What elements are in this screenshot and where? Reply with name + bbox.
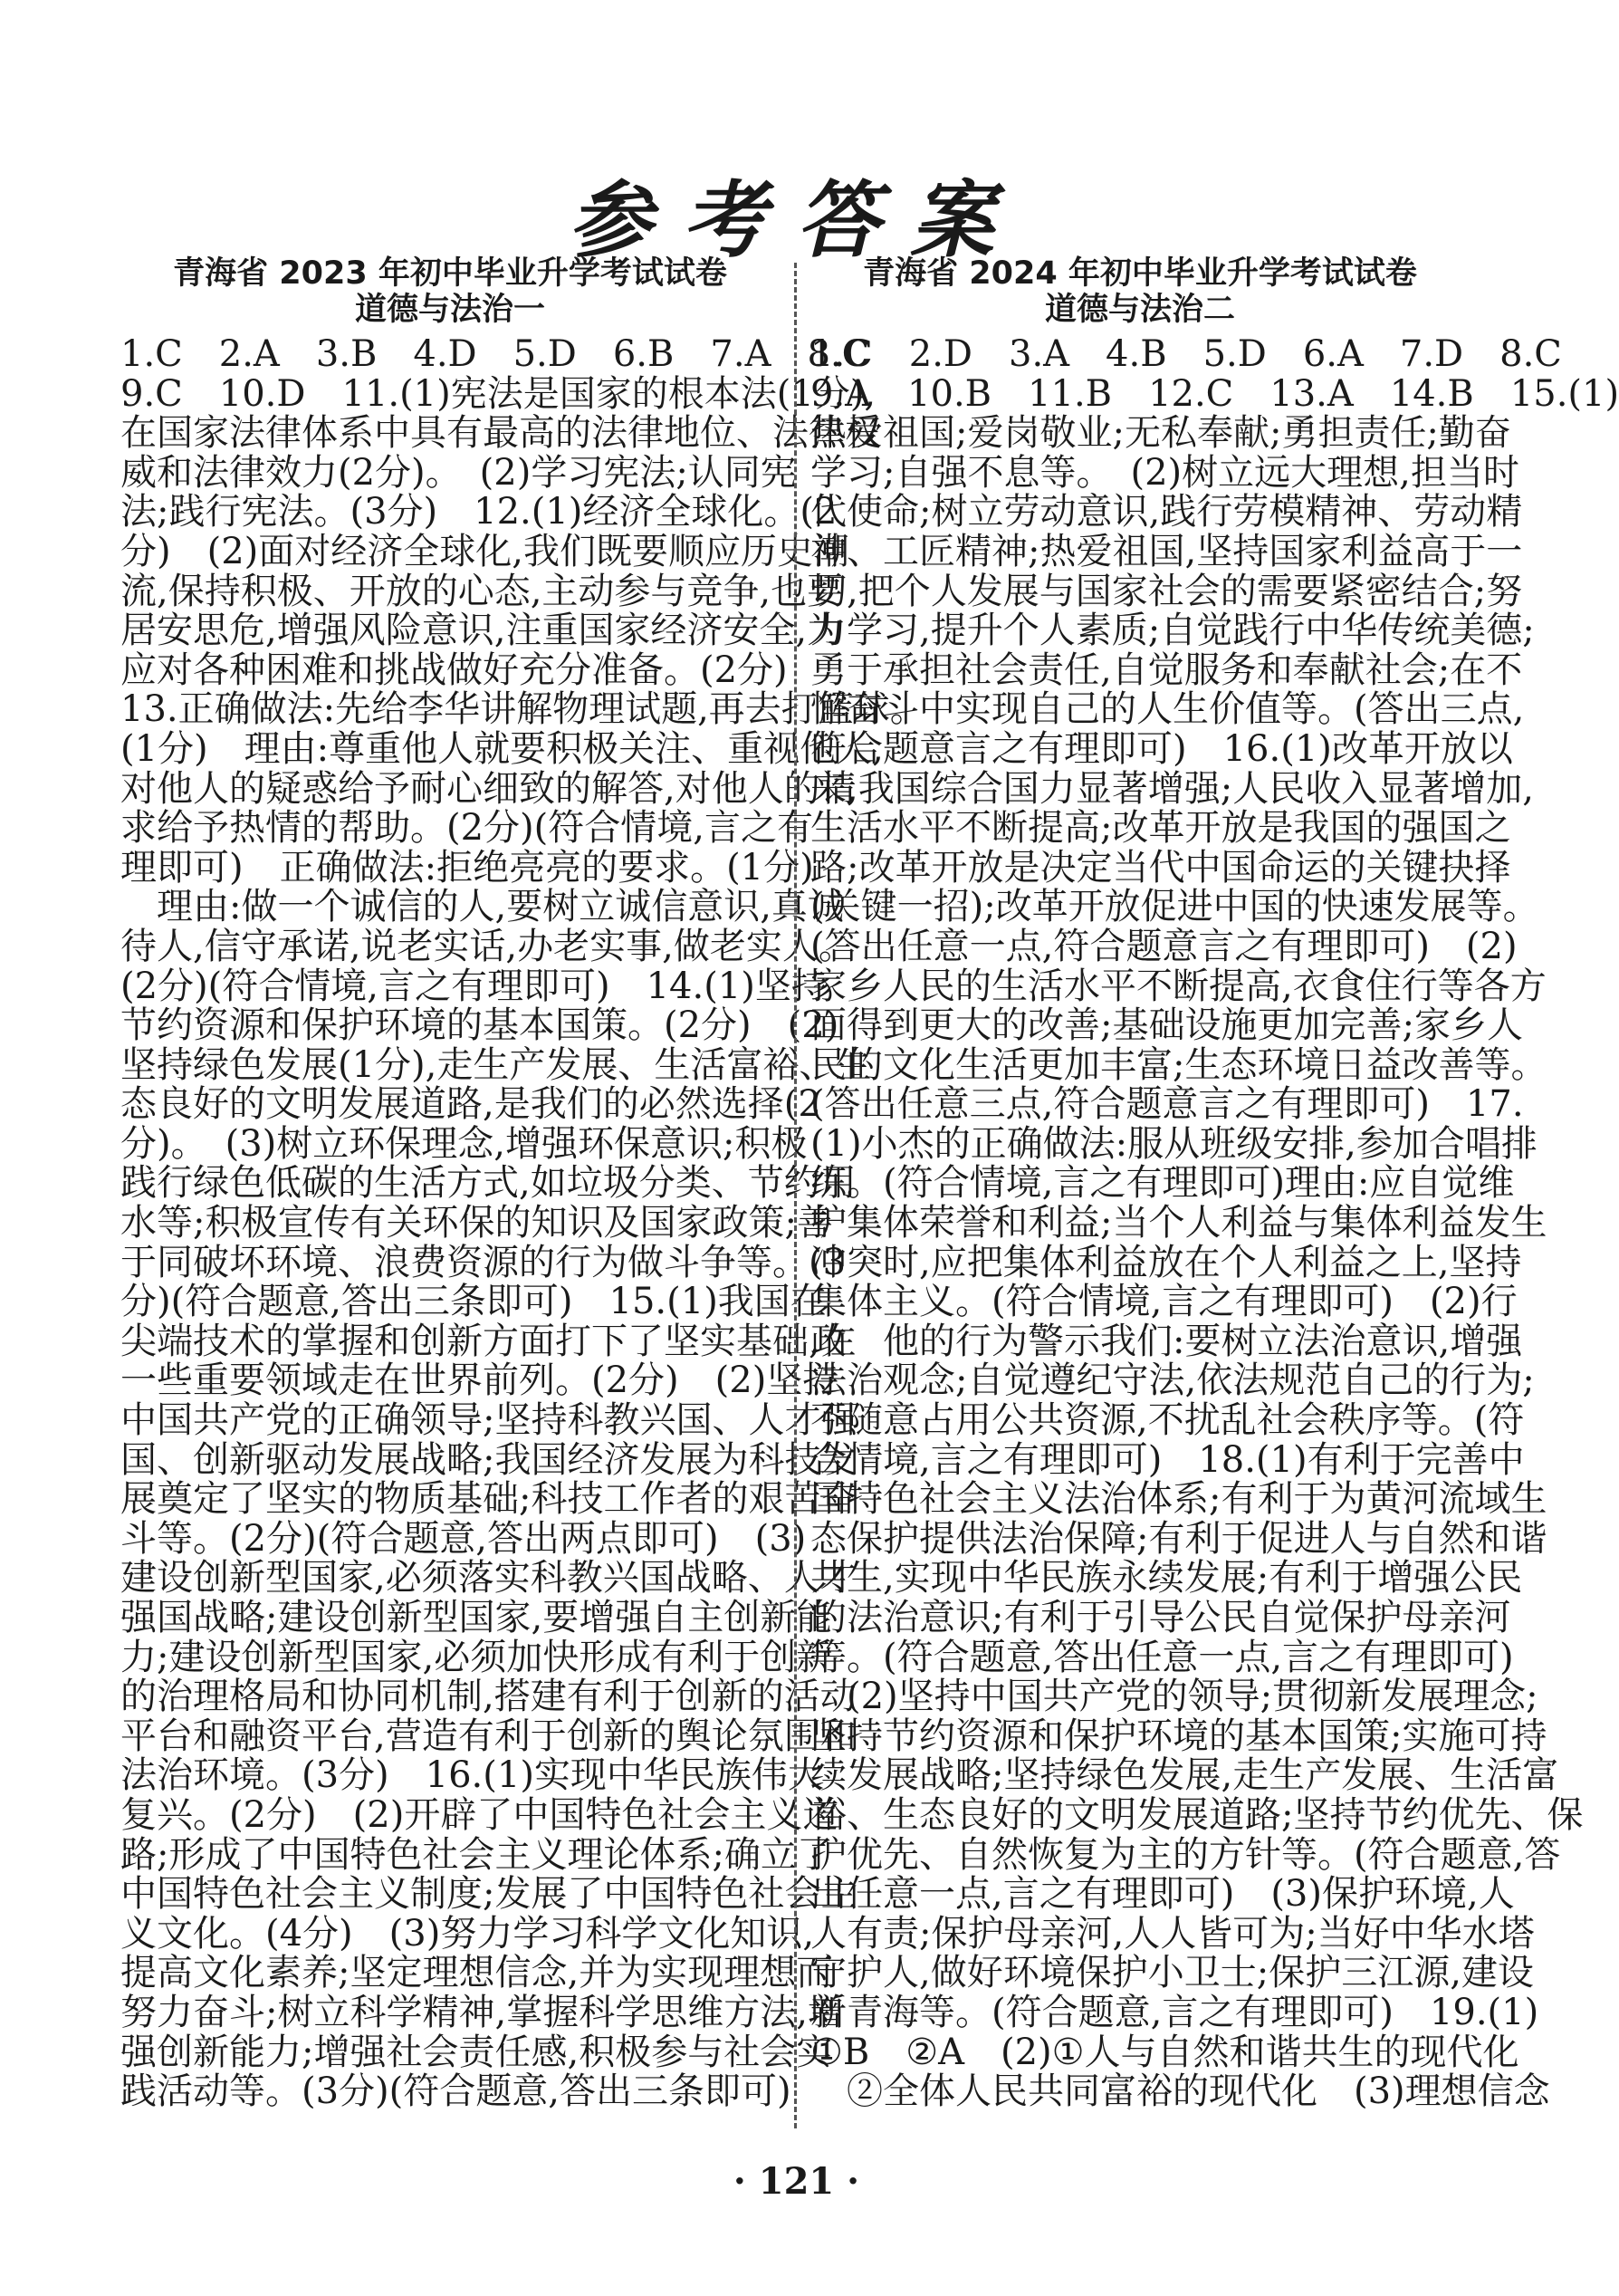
- text-line: 坚持绿色发展(1分),走生产发展、生活富裕、生: [120, 1043, 872, 1086]
- text-line: 民的文化生活更加丰富;生态环境日益改善等。: [810, 1043, 1547, 1086]
- text-line: 求给予热情的帮助。(2分)(符合情境,言之有: [120, 807, 813, 850]
- text-line: 路;改革开放是决定当代中国命运的关键抉择: [810, 846, 1511, 889]
- text-line: 懈奋斗中实现自己的人生价值等。(答出三点,: [810, 688, 1525, 731]
- subject-heading: 道德与法治一: [354, 292, 545, 328]
- text-line: 在国家法律体系中具有最高的法律地位、法律权: [120, 412, 881, 455]
- column-divider: [794, 263, 797, 2128]
- text-line: 分)。 (3)树立环保理念,增强环保意识;积极: [120, 1122, 808, 1165]
- text-line: (关键一招);改革开放促进中国的快速发展等。: [810, 886, 1539, 928]
- text-line: 合情境,言之有理即可) 18.(1)有利于完善中: [810, 1438, 1525, 1481]
- text-line: 节约资源和保护环境的基本国策。(2分) (2): [120, 1004, 839, 1047]
- text-line: 强国战略;建设创新型国家,要增强自主创新能: [120, 1597, 833, 1638]
- text-line: 共生,实现中华民族永续发展;有利于增强公民: [810, 1557, 1523, 1600]
- text-line: 态保护提供法治保障;有利于促进人与自然和谐: [810, 1517, 1547, 1560]
- text-line: 待人,信守承诺,说老实话,办老实事,做老实人。: [120, 925, 855, 967]
- text-line: 尖端技术的掌握和创新方面打下了坚实基础,在: [120, 1320, 857, 1362]
- text-line: 强创新能力;增强社会责任感,积极参与社会实: [120, 2031, 833, 2073]
- text-line: 出任意一点,言之有理即可) (3)保护环境,人: [810, 1873, 1515, 1916]
- text-line: 热爱祖国;爱岗敬业;无私奉献;勇担责任;勤奋: [810, 412, 1511, 455]
- text-line: 斗等。(2分)(符合题意,答出两点即可) (3): [120, 1517, 807, 1560]
- answer-column-2024: [810, 255, 1619, 2113]
- text-line: 践活动等。(3分)(符合题意,答出三条即可): [120, 2070, 791, 2113]
- text-line: 复兴。(2分) (2)开辟了中国特色社会主义道: [120, 1793, 839, 1836]
- exam-heading: 青海省 2023 年初中毕业升学考试试卷: [173, 255, 727, 292]
- text-line: 集体主义。(符合情境,言之有理即可) (2)行: [810, 1281, 1518, 1323]
- text-line: 法治观念;自觉遵纪守法,依法规范自己的行为;: [810, 1359, 1535, 1402]
- text-line: 符合题意言之有理即可) 16.(1)改革开放以: [810, 727, 1513, 770]
- answer-text: [120, 333, 926, 2113]
- text-line: 新青海等。(符合题意,言之有理即可) 19.(1): [810, 1991, 1539, 2033]
- text-line: 水等;积极宣传有关环保的知识及国家政策;善: [120, 1202, 833, 1244]
- text-line: 国特色社会主义法治体系;有利于为黄河流域生: [810, 1478, 1547, 1521]
- text-line: 续发展战略;坚持绿色发展,走生产发展、生活富: [810, 1754, 1559, 1797]
- text-line: (1)小杰的正确做法:服从班级安排,参加合唱排: [810, 1122, 1538, 1165]
- text-line: 平台和融资平台,营造有利于创新的舆论氛围和: [120, 1715, 857, 1757]
- text-line: 的法治意识;有利于引导公民自觉保护母亲河: [810, 1597, 1511, 1638]
- text-line: 展奠定了坚实的物质基础;科技工作者的艰苦奋: [120, 1478, 857, 1521]
- text-line: 9.A 10.B 11.B 12.C 13.A 14.B 15.(1): [810, 372, 1619, 415]
- text-line: 法治环境。(3分) 16.(1)实现中华民族伟大: [120, 1754, 824, 1797]
- text-line: 来,我国综合国力显著增强;人民收入显著增加,: [810, 767, 1534, 810]
- text-line: ①B ②A (2)①人与自然和谐共生的现代化: [810, 2031, 1519, 2073]
- text-line: 学习;自强不息等。 (2)树立远大理想,担当时: [810, 451, 1519, 494]
- text-line: 流,保持积极、开放的心态,主动参与竞争,也要: [120, 570, 844, 612]
- text-line: 努力奋斗;树立科学精神,掌握科学思维方法,增: [120, 1991, 844, 2033]
- text-line: 力学习,提升个人素质;自觉践行中华传统美德;: [810, 610, 1535, 652]
- text-line: 义文化。(4分) (3)努力学习科学文化知识,: [120, 1912, 815, 1955]
- text-line: 威和法律效力(2分)。 (2)学习宪法;认同宪: [120, 451, 797, 494]
- text-line: 国、创新驱动发展战略;我国经济发展为科技发: [120, 1438, 857, 1481]
- text-line: (2)坚持中国共产党的领导;贯彻新发展理念;: [810, 1676, 1538, 1718]
- text-line: 政 他的行为警示我们:要树立法治意识,增强: [810, 1320, 1523, 1362]
- text-line: 面得到更大的改善;基础设施更加完善;家乡人: [810, 1004, 1523, 1047]
- text-line: 坚持节约资源和保护环境的基本国策;实施可持: [810, 1715, 1547, 1757]
- text-line: 裕、生态良好的文明发展道路;坚持节约优先、保: [810, 1793, 1584, 1836]
- text-line: 路;形成了中国特色社会主义理论体系;确立了: [120, 1833, 833, 1876]
- text-line: 家乡人民的生活水平不断提高,衣食住行等各方: [810, 965, 1547, 1007]
- text-line: 人有责;保护母亲河,人人皆可为;当好中华水塔: [810, 1912, 1535, 1955]
- text-line: (答出任意一点,符合题意言之有理即可) (2): [810, 925, 1518, 967]
- text-line: ②全体人民共同富裕的现代化 (3)理想信念: [810, 2070, 1550, 2113]
- text-line: 守护人,做好环境保护小卫士;保护三江源,建设: [810, 1952, 1534, 1994]
- text-line: 法;践行宪法。(3分) 12.(1)经济全球化。(2: [120, 491, 838, 533]
- text-line: 态良好的文明发展道路,是我们的必然选择(2: [120, 1083, 821, 1126]
- text-line: 1.C 2.A 3.B 4.D 5.D 6.B 7.A 8.C: [120, 333, 870, 375]
- page-number: · 121 ·: [733, 2160, 860, 2203]
- text-line: 1.C 2.D 3.A 4.B 5.D 6.A 7.D 8.C: [810, 333, 1562, 375]
- text-line: 等。(符合题意,答出任意一点,言之有理即可): [810, 1636, 1514, 1678]
- text-line: 不随意占用公共资源,不扰乱社会秩序等。(符: [810, 1399, 1525, 1442]
- text-line: 中国特色社会主义制度;发展了中国特色社会主: [120, 1873, 857, 1916]
- text-line: 冲突时,应把集体利益放在个人利益之上,坚持: [810, 1241, 1522, 1283]
- page-title: 参考答案: [568, 171, 1025, 269]
- text-line: 13.正确做法:先给李华讲解物理试题,再去打篮球。: [120, 688, 926, 731]
- text-line: 一些重要领域走在世界前列。(2分) (2)坚持: [120, 1359, 839, 1402]
- answer-text: [810, 333, 1619, 2113]
- text-line: 护优先、自然恢复为主的方针等。(符合题意,答: [810, 1833, 1561, 1876]
- text-line: 力;建设创新型国家,必须加快形成有利于创新: [120, 1636, 833, 1678]
- text-line: 分)(符合题意,答出三条即可) 15.(1)我国在: [120, 1281, 827, 1323]
- text-line: 中国共产党的正确领导;坚持科教兴国、人才强: [120, 1399, 857, 1442]
- text-line: 居安思危,增强风险意识,注重国家经济安全,为: [120, 610, 844, 652]
- text-line: (1分) 理由:尊重他人就要积极关注、重视他人,: [120, 727, 884, 770]
- text-line: 练。(符合情境,言之有理即可)理由:应自觉维: [810, 1162, 1515, 1205]
- answer-column-2023: [120, 255, 926, 2113]
- exam-heading: 青海省 2024 年初中毕业升学考试试卷: [863, 255, 1417, 292]
- text-line: 对他人的疑惑给予耐心细致的解答,对他人的请: [120, 767, 857, 810]
- text-line: 理由:做一个诚信的人,要树立诚信意识,真诚: [120, 886, 844, 928]
- text-line: 分) (2)面对经济全球化,我们既要顺应历史潮: [120, 530, 849, 572]
- subject-heading: 道德与法治二: [1044, 292, 1235, 328]
- text-line: 的治理格局和协同机制,搭建有利于创新的活动: [120, 1676, 857, 1718]
- text-line: 践行绿色低碳的生活方式,如垃圾分类、节约用: [120, 1162, 857, 1205]
- text-line: 护集体荣誉和利益;当个人利益与集体利益发生: [810, 1202, 1547, 1244]
- text-line: (答出任意三点,符合题意言之有理即可) 17.: [810, 1083, 1524, 1126]
- text-line: 建设创新型国家,必须落实科教兴国战略、人才: [120, 1557, 857, 1600]
- text-line: 切,把个人发展与国家社会的需要紧密结合;努: [810, 570, 1523, 612]
- text-line: 9.C 10.D 11.(1)宪法是国家的根本法(1分),: [120, 372, 877, 415]
- text-line: 应对各种困难和挑战做好充分准备。(2分): [120, 648, 788, 691]
- text-line: (2分)(符合情境,言之有理即可) 14.(1)坚持: [120, 965, 828, 1007]
- text-line: 勇于承担社会责任,自觉服务和奉献社会;在不: [810, 648, 1523, 691]
- text-line: 神、工匠精神;热爱祖国,坚持国家利益高于一: [810, 530, 1523, 572]
- text-line: 理即可) 正确做法:拒绝亮亮的要求。(1分): [120, 846, 814, 889]
- text-line: 生活水平不断提高;改革开放是我国的强国之: [810, 807, 1511, 850]
- text-line: 于同破坏环境、浪费资源的行为做斗争等。(3: [120, 1241, 847, 1283]
- text-line: 代使命;树立劳动意识,践行劳模精神、劳动精: [810, 491, 1523, 533]
- text-line: 提高文化素养;坚定理想信念,并为实现理想而: [120, 1952, 833, 1994]
